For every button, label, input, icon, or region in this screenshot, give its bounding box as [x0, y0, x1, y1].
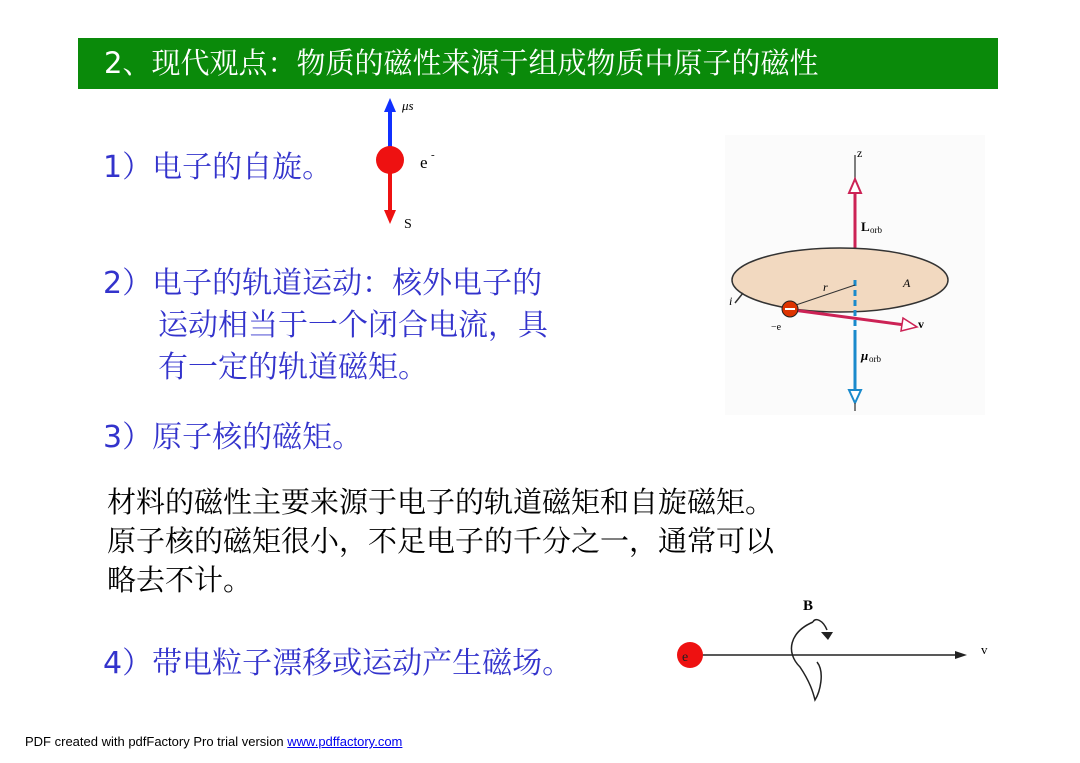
field-arrowhead	[821, 632, 833, 640]
footer-link[interactable]: www.pdffactory.com	[287, 734, 403, 749]
v-label: v	[918, 317, 924, 331]
spin-diagram	[360, 90, 470, 235]
a-label: A	[903, 276, 911, 290]
mu-s-label: μs	[402, 98, 414, 113]
spin-down-arrowhead	[384, 210, 396, 224]
orbit-diagram	[725, 135, 985, 415]
item-nuclear-moment: 3）原子核的磁矩。	[103, 420, 363, 455]
b-label: B	[803, 598, 814, 614]
drift-electron-label: e	[682, 650, 689, 665]
summary-line1: 材料的磁性主要来源于电子的轨道磁矩和自旋磁矩。	[107, 485, 775, 519]
spin-up-arrowhead	[384, 98, 396, 112]
item-orbital-line3: 有一定的轨道磁矩。	[158, 350, 428, 385]
pdf-footer	[25, 734, 402, 749]
s-label: S	[404, 217, 412, 232]
field-loop-upper	[813, 620, 827, 630]
drift-diagram	[665, 592, 995, 707]
mu-orb-label: μ	[861, 348, 869, 363]
z-label: z	[857, 146, 863, 160]
drift-v-label: v	[981, 642, 988, 657]
item-charged-particle: 4）带电粒子漂移或运动产生磁场。	[103, 646, 573, 681]
item-orbital-line2: 运动相当于一个闭合电流，具	[158, 308, 548, 343]
electron-sup: -	[431, 149, 435, 161]
electron-label: e	[420, 153, 428, 172]
slide-title: 2、现代观点：物质的磁性来源于组成物质中原子的磁性	[78, 38, 998, 89]
l-orb-label: L	[861, 219, 870, 234]
footer-text: PDF created with pdfFactory Pro trial version	[25, 734, 288, 749]
minus-e-label: −e	[771, 322, 782, 333]
item-electron-spin: 1）电子的自旋。	[103, 150, 333, 185]
mu-orb-sub: orb	[869, 354, 881, 364]
velocity-arrowhead	[955, 651, 967, 659]
electron-dot	[376, 146, 404, 174]
orbit-ellipse	[732, 248, 948, 312]
r-label: r	[823, 280, 828, 294]
l-orb-sub: orb	[870, 225, 882, 235]
drift-electron	[677, 642, 703, 668]
summary-line3: 略去不计。	[107, 563, 253, 597]
item-orbital-line1: 2）电子的轨道运动：核外电子的	[103, 266, 543, 301]
field-loop-lower	[791, 622, 821, 700]
summary-line2: 原子核的磁矩很小，不足电子的千分之一，通常可以	[107, 524, 775, 558]
i-label: i	[729, 294, 733, 308]
